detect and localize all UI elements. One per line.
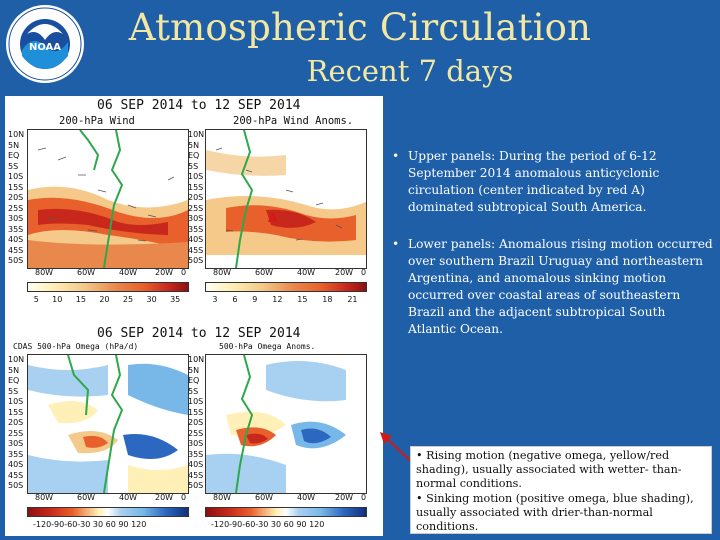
bullet-marker: •	[392, 237, 400, 251]
bullet-upper-panels	[392, 148, 714, 216]
colorbar-omega-ticks: -120-90-60-30 30 60 90 120	[33, 520, 147, 529]
lon-label: 80W	[35, 493, 54, 502]
anticyclone-marker: A	[268, 211, 278, 225]
lon-label: 20W	[335, 268, 354, 277]
panel-title-wind-anoms: 200-hPa Wind Anoms.	[233, 115, 354, 127]
page-title: Atmospheric Circulation	[128, 6, 592, 49]
lon-label: 80W	[213, 268, 232, 277]
lat-axis-top-left: 10N 5N EQ 5S 10S 15S 20S 25S 30S 35S 40S 45S 50S	[8, 130, 25, 265]
lon-label: 0	[361, 268, 367, 277]
lon-label: 80W	[213, 493, 232, 502]
lon-label: 20W	[155, 493, 174, 502]
lon-label: 60W	[255, 493, 274, 502]
colorbar-omega-anoms-ticks: -120-90-60-30 30 60 90 120	[211, 520, 325, 529]
logo-wordmark: NOAA	[28, 42, 62, 53]
bullet-text: Upper panels: During the period of 6-12 September 2014 anomalous anticyclonic circulation (center indicated by red A) dominated subtropical South America.	[408, 149, 660, 214]
circulation-figure	[5, 96, 383, 536]
panel-title-omega-anoms: 500-hPa Omega Anoms.	[219, 342, 316, 351]
bottom-period-title: 06 SEP 2014 to 12 SEP 2014	[97, 326, 301, 341]
lon-label: 0	[181, 268, 187, 277]
note-sinking-motion: • Sinking motion (positive omega, blue shading), usually associated with drier-than-normal conditions.	[416, 491, 694, 534]
lon-label: 20W	[335, 493, 354, 502]
lat-axis-top-right: 10N 5N EQ 5S 10S 15S 20S 25S 30S 35S 40S 45S 50S	[188, 130, 205, 265]
lon-label: 40W	[297, 268, 316, 277]
omega-legend-note	[410, 446, 712, 534]
panel-title-omega: CDAS 500-hPa Omega (hPa/d)	[13, 342, 139, 351]
lon-label: 60W	[255, 268, 274, 277]
map-500hpa-omega	[27, 354, 189, 494]
lon-label: 40W	[119, 493, 138, 502]
note-rising-motion: • Rising motion (negative omega, yellow/red shading), usually associated with wetter- than-normal conditions.	[416, 449, 682, 491]
colorbar-wind-anoms	[205, 282, 367, 292]
bullet-marker: •	[392, 149, 400, 163]
colorbar-omega-anoms	[205, 507, 367, 517]
lon-label: 80W	[35, 268, 54, 277]
colorbar-wind	[27, 282, 189, 292]
summary-bullets	[392, 148, 714, 358]
lon-label: 40W	[297, 493, 316, 502]
lon-label: 20W	[155, 268, 174, 277]
bullet-lower-panels	[392, 236, 714, 338]
page-subtitle: Recent 7 days	[306, 54, 514, 88]
lon-label: 40W	[119, 268, 138, 277]
map-200hpa-wind-anoms	[205, 129, 367, 269]
lat-axis-bottom-right: 10N 5N EQ 5S 10S 15S 20S 25S 30S 35S 40S 45S 50S	[188, 355, 205, 490]
map-200hpa-wind	[27, 129, 189, 269]
bullet-text: Lower panels: Anomalous rising motion occurred over southern Brazil Uruguay and northeastern Argentina, and anomalous sinking motion occurred over coastal areas of southeastern Brazil and the adjacent subtropical South Atlantic Ocean.	[408, 237, 713, 336]
lon-label: 60W	[77, 268, 96, 277]
lat-axis-bottom-left: 10N 5N EQ 5S 10S 15S 20S 25S 30S 35S 40S 45S 50S	[8, 355, 25, 490]
colorbar-wind-anoms-ticks: 3 6 9 12 15 18 21	[212, 295, 358, 304]
colorbar-omega	[27, 507, 189, 517]
panel-title-wind: 200-hPa Wind	[59, 115, 135, 127]
map-500hpa-omega-anoms	[205, 354, 367, 494]
colorbar-wind-ticks: 5 10 15 20 25 30 35	[33, 295, 181, 304]
lon-label: 60W	[77, 493, 96, 502]
lon-label: 0	[361, 493, 367, 502]
lon-label: 0	[181, 493, 187, 502]
top-period-title: 06 SEP 2014 to 12 SEP 2014	[97, 98, 301, 113]
